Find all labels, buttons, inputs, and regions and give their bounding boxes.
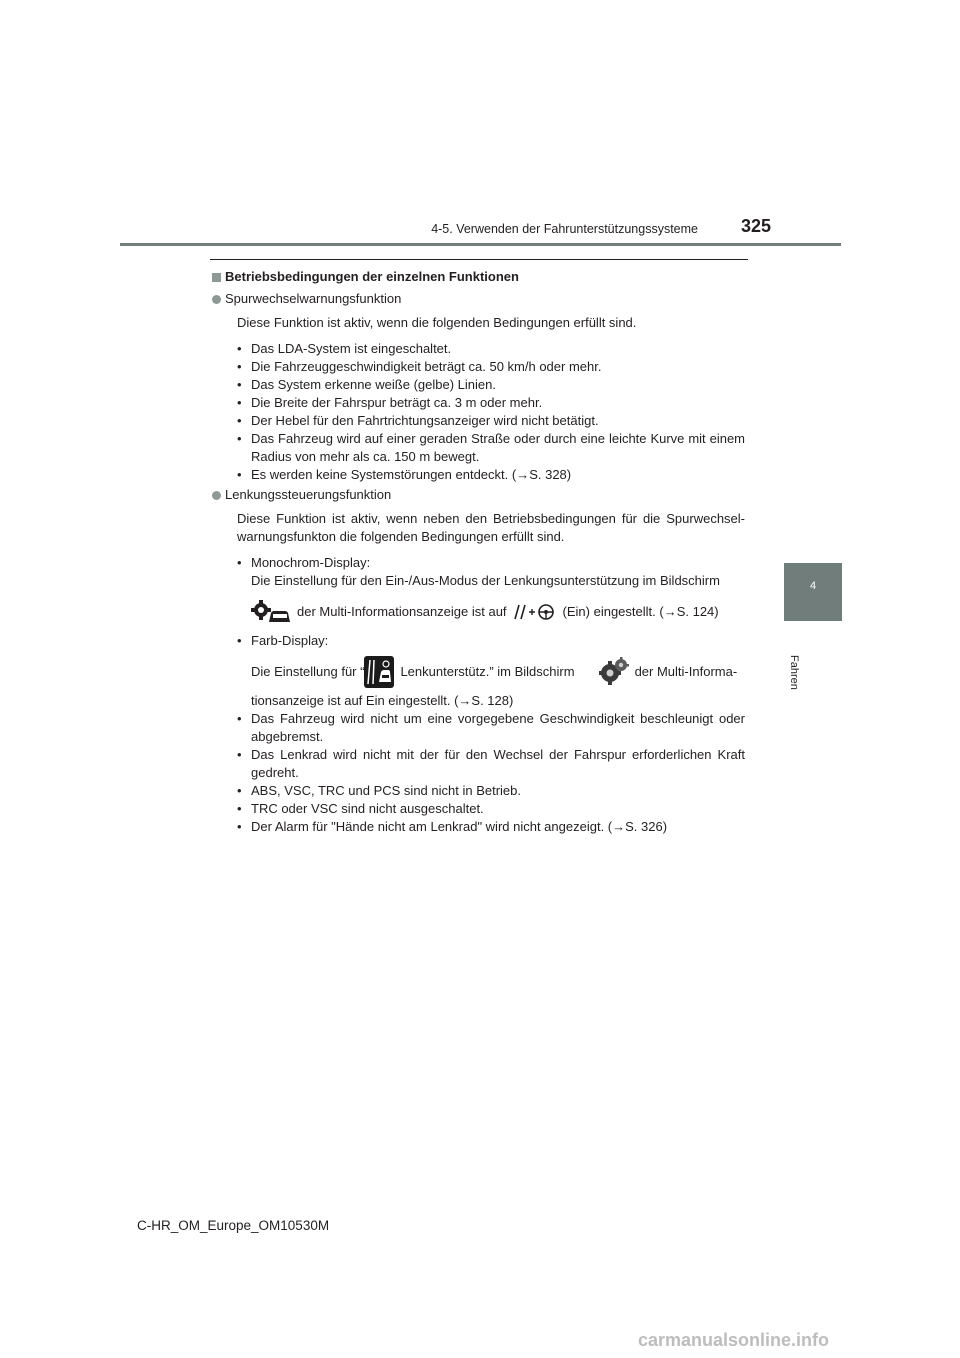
list-item: • Der Hebel für den Fahrtrichtungsanzeiger wird nicht betätigt. [237, 412, 745, 430]
list-item: • TRC oder VSC sind nicht ausgeschaltet. [237, 800, 745, 818]
chapter-number: 4 [809, 580, 817, 592]
func2-displays [237, 554, 745, 710]
func1-conditions [237, 340, 745, 484]
header-rule [120, 243, 841, 246]
settings-gears-icon [599, 657, 629, 687]
header-title: 4-5. Verwenden der Fahrunterstützungssysteme [431, 222, 698, 236]
page-number: 325 [741, 216, 772, 236]
list-item: • Das Fahrzeug wird auf einer geraden Straße oder durch eine leichte Kurve mit einem Radius von mehr als ca. 150 m bewegt. [237, 430, 745, 466]
circle-bullet-icon [212, 491, 221, 500]
chapter-tab [784, 563, 842, 621]
func2-intro: Diese Funktion ist aktiv, wenn neben den Betriebsbedingungen für die Spurwechsel-warnungsfunkton die folgenden Bedingungen erfüllt sind. [237, 511, 745, 544]
function-title-steering-control: Lenkungssteuerungsfunktion [212, 486, 745, 504]
chapter-label: Fahren [788, 655, 800, 690]
func2-conditions [237, 710, 745, 836]
color-icon-line [251, 652, 745, 692]
list-item: • Das Fahrzeug wird nicht um eine vorgegebene Geschwindigkeit beschleunigt oder abgebremst. [237, 710, 745, 746]
color-text2: Lenkunterstütz.” im Bildschirm [400, 664, 575, 679]
mono-icon-line [251, 592, 745, 632]
color-label: • Farb-Display: [251, 633, 329, 648]
color-text4: tionsanzeige ist auf Ein eingestellt. (→S. 128) [251, 693, 514, 708]
list-item: • Die Breite der Fahrspur beträgt ca. 3 m oder mehr. [237, 394, 745, 412]
list-item: • ABS, VSC, TRC und PCS sind nicht in Betrieb. [237, 782, 745, 800]
list-item: • Das Lenkrad wird nicht mit der für den Wechsel der Fahrspur erforderlichen Kraft gedreht. [237, 746, 745, 782]
settings-car-icon [251, 600, 291, 624]
func1-intro: Diese Funktion ist aktiv, wenn die folgenden Bedingungen erfüllt sind. [237, 315, 637, 330]
function-title-lane-departure: Spurwechselwarnungsfunktion [212, 290, 745, 308]
mono-text2: der Multi-Informationsanzeige ist auf [297, 604, 507, 619]
lane-steering-icon [513, 603, 557, 621]
section-heading: Betriebsbedingungen der einzelnen Funktionen [212, 268, 745, 286]
list-item: • Der Alarm für "Hände nicht am Lenkrad" wird nicht angezeigt. (→S. 326) [237, 818, 745, 836]
footer-code: C-HR_OM_Europe_OM10530M [137, 1218, 330, 1233]
list-item: • Das LDA-System ist eingeschaltet. [237, 340, 745, 358]
watermark: carmanualsonline.info [638, 1330, 830, 1350]
list-item: • Das System erkenne weiße (gelbe) Linien. [237, 376, 745, 394]
list-item: • Die Fahrzeuggeschwindigkeit beträgt ca. 50 km/h oder mehr. [237, 358, 745, 376]
list-item-monochrome [237, 554, 745, 632]
mono-text3: (Ein) eingestellt. (→S. 124) [562, 604, 719, 619]
lane-assist-tile-icon [364, 656, 394, 688]
content [212, 268, 745, 836]
list-item: • Es werden keine Systemstörungen entdeckt. (→S. 328) [237, 466, 745, 484]
circle-bullet-icon [212, 295, 221, 304]
list-item-color [237, 632, 745, 710]
square-bullet-icon [212, 273, 221, 282]
mono-label: • Monochrom-Display: [251, 555, 371, 570]
mono-text: Die Einstellung für den Ein-/Aus-Modus der Lenkungsunterstützung im Bildschirm [251, 573, 720, 588]
color-text1: Die Einstellung für “ [251, 664, 365, 679]
section-rule [210, 259, 748, 260]
color-text3: der Multi-Informa- [634, 664, 738, 679]
